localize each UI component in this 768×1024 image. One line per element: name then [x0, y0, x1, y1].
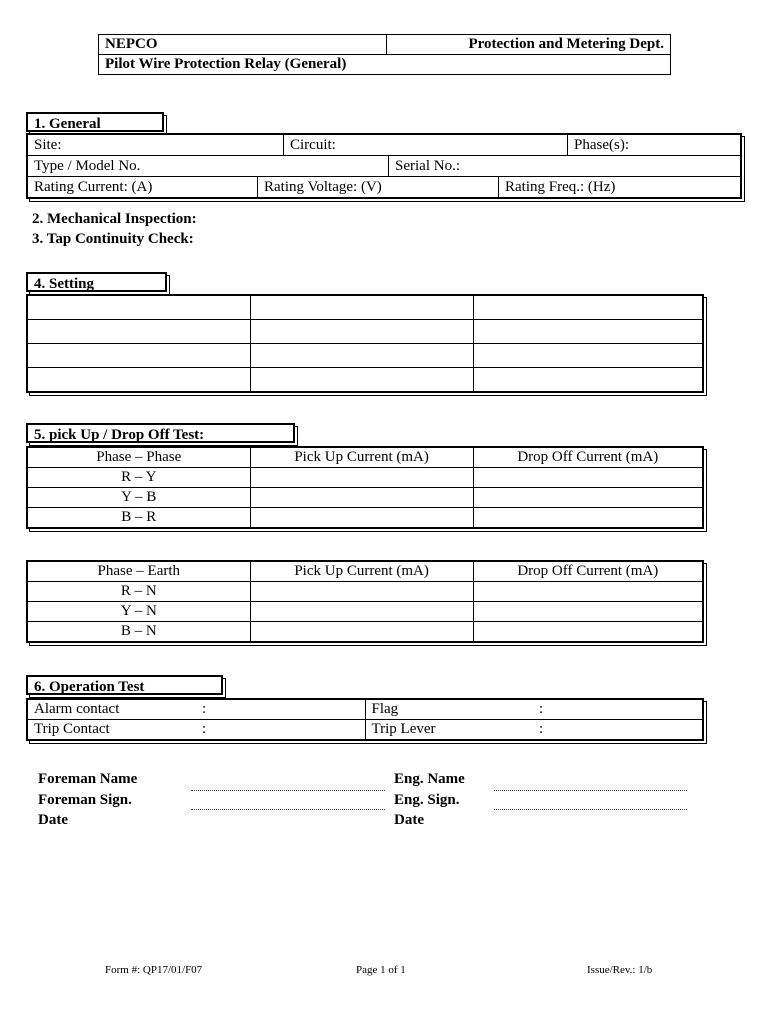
foreman-sign-line[interactable]: [191, 808, 385, 810]
column-header: Drop Off Current (mA): [473, 447, 703, 468]
phase-label: B – N: [27, 622, 250, 643]
setting-cell[interactable]: [27, 295, 250, 320]
setting-cell[interactable]: [27, 320, 250, 344]
general-info-table: [26, 133, 742, 199]
eng-date-label: Date: [394, 812, 424, 828]
phase-label: B – R: [27, 508, 250, 529]
site-field[interactable]: Site:: [28, 135, 284, 155]
section-title-operation: 6. Operation Test: [26, 675, 223, 695]
phase-phase-table: [26, 446, 704, 529]
rating-current-field[interactable]: Rating Current: (A): [28, 177, 258, 197]
setting-cell[interactable]: [473, 344, 703, 368]
rating-voltage-field[interactable]: Rating Voltage: (V): [258, 177, 499, 197]
operation-test-table: [26, 698, 704, 741]
setting-table: [26, 294, 704, 393]
document-title: Pilot Wire Protection Relay (General): [99, 55, 671, 75]
dropoff-value[interactable]: [473, 622, 703, 643]
pickup-value[interactable]: [250, 468, 473, 488]
trip-contact-label: Trip Contact :: [27, 720, 365, 741]
column-header: Pick Up Current (mA): [250, 561, 473, 582]
setting-cell[interactable]: [27, 368, 250, 393]
pickup-value[interactable]: [250, 622, 473, 643]
setting-cell[interactable]: [473, 320, 703, 344]
serial-field[interactable]: Serial No.:: [395, 158, 460, 174]
setting-cell[interactable]: [473, 295, 703, 320]
trip-lever-label: Trip Lever :: [365, 720, 703, 741]
dropoff-value[interactable]: [473, 582, 703, 602]
setting-cell[interactable]: [250, 295, 473, 320]
phase-label: R – Y: [27, 468, 250, 488]
foreman-sign-label: Foreman Sign.: [38, 792, 132, 808]
page-number: Page 1 of 1: [356, 964, 406, 976]
pickup-value[interactable]: [250, 488, 473, 508]
section-title-general: 1. General: [26, 112, 164, 132]
setting-cell[interactable]: [250, 368, 473, 393]
mechanical-inspection-heading: 2. Mechanical Inspection:: [32, 211, 197, 227]
dropoff-value[interactable]: [473, 508, 703, 529]
type-model-field[interactable]: Type / Model No.: [28, 156, 389, 176]
section-title-setting: 4. Setting: [26, 272, 167, 292]
pickup-value[interactable]: [250, 602, 473, 622]
column-header: Phase – Earth: [27, 561, 250, 582]
eng-name-line[interactable]: [494, 789, 687, 791]
pickup-value[interactable]: [250, 508, 473, 529]
phase-label: Y – B: [27, 488, 250, 508]
setting-cell[interactable]: [250, 344, 473, 368]
alarm-contact-label: Alarm contact :: [27, 699, 365, 720]
pickup-value[interactable]: [250, 582, 473, 602]
column-header: Phase – Phase: [27, 447, 250, 468]
foreman-date-label: Date: [38, 812, 68, 828]
phases-field[interactable]: Phase(s):: [574, 137, 629, 153]
org-name: NEPCO: [99, 35, 387, 55]
form-number: Form #: QP17/01/F07: [105, 964, 203, 976]
tap-continuity-heading: 3. Tap Continuity Check:: [32, 231, 194, 247]
phase-earth-table: [26, 560, 704, 643]
phase-label: Y – N: [27, 602, 250, 622]
flag-label: Flag :: [365, 699, 703, 720]
department-name: Protection and Metering Dept.: [387, 35, 671, 55]
dropoff-value[interactable]: [473, 602, 703, 622]
eng-name-label: Eng. Name: [394, 771, 465, 787]
column-header: Drop Off Current (mA): [473, 561, 703, 582]
rating-freq-field[interactable]: Rating Freq.: (Hz): [505, 179, 616, 195]
dropoff-value[interactable]: [473, 488, 703, 508]
document-header: [98, 34, 671, 75]
setting-cell[interactable]: [27, 344, 250, 368]
issue-revision: Issue/Rev.: 1/b: [587, 964, 653, 976]
phase-label: R – N: [27, 582, 250, 602]
eng-sign-line[interactable]: [494, 808, 687, 810]
circuit-field[interactable]: Circuit:: [284, 135, 568, 155]
section-title-pickup: 5. pick Up / Drop Off Test:: [26, 423, 295, 443]
foreman-name-line[interactable]: [191, 789, 385, 791]
dropoff-value[interactable]: [473, 468, 703, 488]
foreman-name-label: Foreman Name: [38, 771, 138, 787]
setting-cell[interactable]: [473, 368, 703, 393]
eng-sign-label: Eng. Sign.: [394, 792, 460, 808]
column-header: Pick Up Current (mA): [250, 447, 473, 468]
setting-cell[interactable]: [250, 320, 473, 344]
